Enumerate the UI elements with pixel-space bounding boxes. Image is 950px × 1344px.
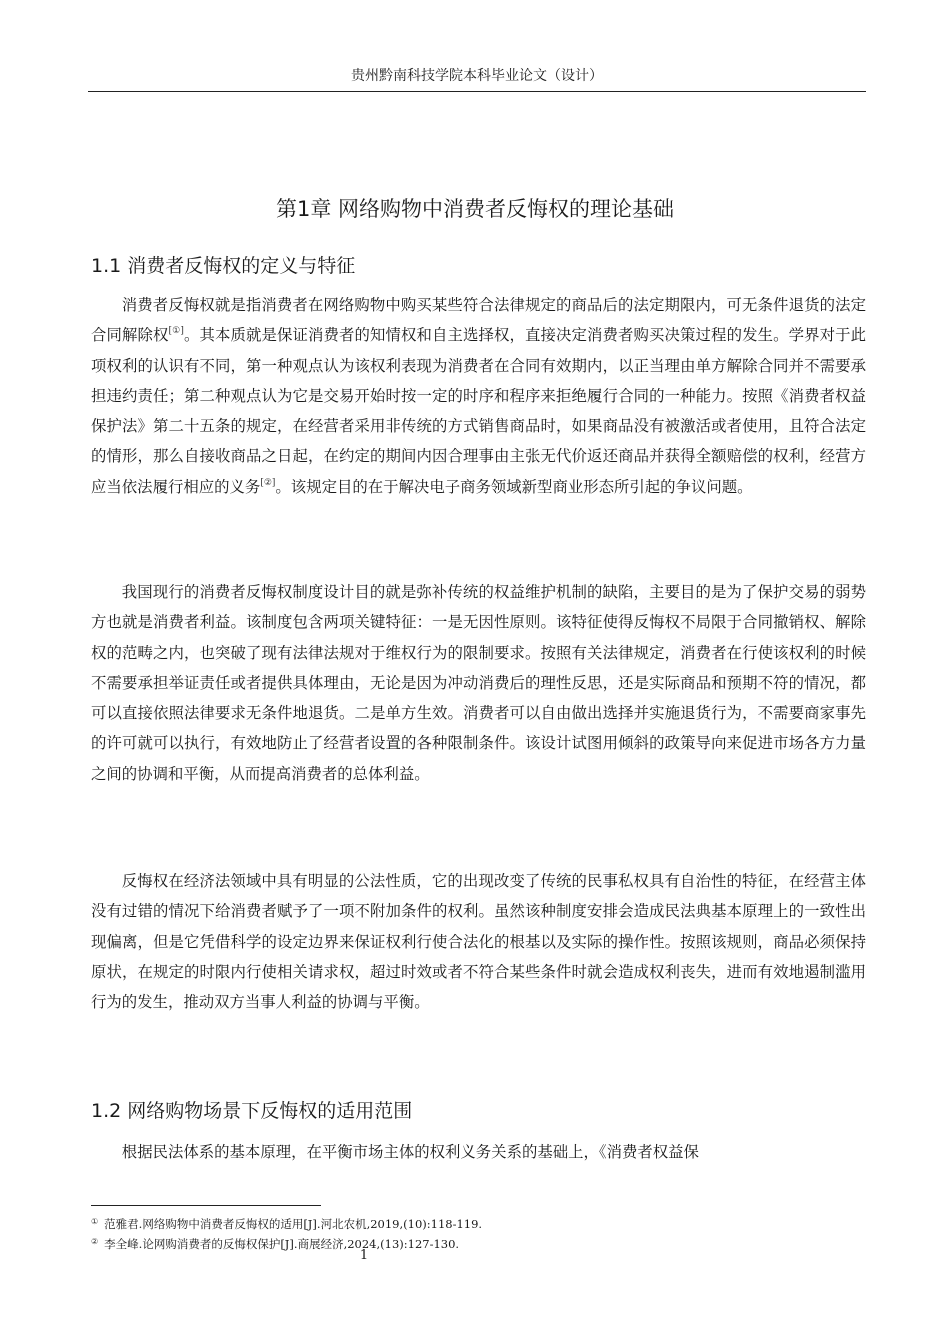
footnote-divider [91,1205,321,1206]
chapter-title: 第1章 网络购物中消费者反悔权的理论基础 [275,197,675,222]
footnote-1 [91,1213,871,1233]
footnote-ref-2[interactable]: [②] [260,477,276,488]
footnote-ref-1[interactable]: [①] [168,326,184,337]
running-header-text: 贵州黔南科技学院本科毕业论文（设计） [351,68,603,84]
paragraph-scope: 根据民法体系的基本原理，在平衡市场主体的权利义务关系的基础上，《消费者权益保 [121,1143,699,1161]
paragraph-public-law: 反悔权在经济法领域中具有明显的公法性质，它的出现改变了传统的民事私权具有自治性的特征，在经营主体没有过错的情况下给消费者赋予了一项不附加条件的权利。虽然该种制度安排会造成民法典基本原理上的一致性出现偏离，但是它凭借科学的设定边界来保证权利行使合法化的根基以及实际的操作性。按照该规则，商品必须保持原状，在规定的时限内行使相关请求权，超过时效或者不符合某些条件时就会造成权利丧失，进而有效地遏制滥用行为的发生，推动双方当事人利益的协调与平衡。 [91,872,866,1012]
paragraph-definition-text-1: 消费者反悔权就是指消费者在网络购物中购买某些符合法律规定的商品后的法定期限内，可无条件退货的法定合同解除权 [91,296,866,345]
footnote-2-mark: ② [91,1237,99,1246]
section-title-1-2: 1.2 网络购物场景下反悔权的适用范围 [91,1100,413,1122]
paragraph-definition-text-2: 。其本质就是保证消费者的知情权和自主选择权，直接决定消费者购买决策过程的发生。学界对于此项权利的认识有不同，第一种观点认为该权利表现为消费者在合同有效期内，以正当理由单方解除合同并不需要承担违约责任；第二种观点认为它是交易开始时按一定的时序和程序来拒绝履行合同的一种能力。按照《消费者权益保护法》第二十五条的规定，在经营者采用非传统的方式销售商品时，如果商品没有被激活或者使用，且符合法定的情形，那么自接收商品之日起，在约定的期间内因合理事由主张无代价返还商品并获得全额赔偿的权利，经营方应当依法履行相应的义务 [91,326,866,496]
footnote-1-text: 范雅君.网络购物中消费者反悔权的适用[J].河北农机,2019,(10):118-119. [104,1217,483,1231]
footnote-2-text: 李全峰.论网购消费者的反悔权保护[J].商展经济,2024,(13):127-130. [104,1237,460,1251]
section-title-1-1: 1.1 消费者反悔权的定义与特征 [91,255,356,277]
paragraph-definition-text-3: 。该规定目的在于解决电子商务领域新型商业形态所引起的争议问题。 [275,477,753,496]
paragraph-definition [91,290,866,502]
page-number: 1 [359,1248,369,1263]
running-header [88,66,866,92]
footnote-1-mark: ① [91,1217,99,1226]
paragraph-features: 我国现行的消费者反悔权制度设计目的就是弥补传统的权益维护机制的缺陷，主要目的是为了保护交易的弱势方也就是消费者利益。该制度包含两项关键特征：一是无因性原则。该特征使得反悔权不局限于合同撤销权、解除权的范畴之内，也突破了现有法律法规对于维权行为的限制要求。按照有关法律规定，消费者在行使该权利的时候不需要承担举证责任或者提供具体理由，无论是因为冲动消费后的理性反思，还是实际商品和预期不符的情况，都可以直接依照法律要求无条件地退货。二是单方生效。消费者可以自由做出选择并实施退货行为，不需要商家事先的许可就可以执行，有效地防止了经营者设置的各种限制条件。该设计试图用倾斜的政策导向来促进市场各方力量之间的协调和平衡，从而提高消费者的总体利益。 [91,583,866,783]
